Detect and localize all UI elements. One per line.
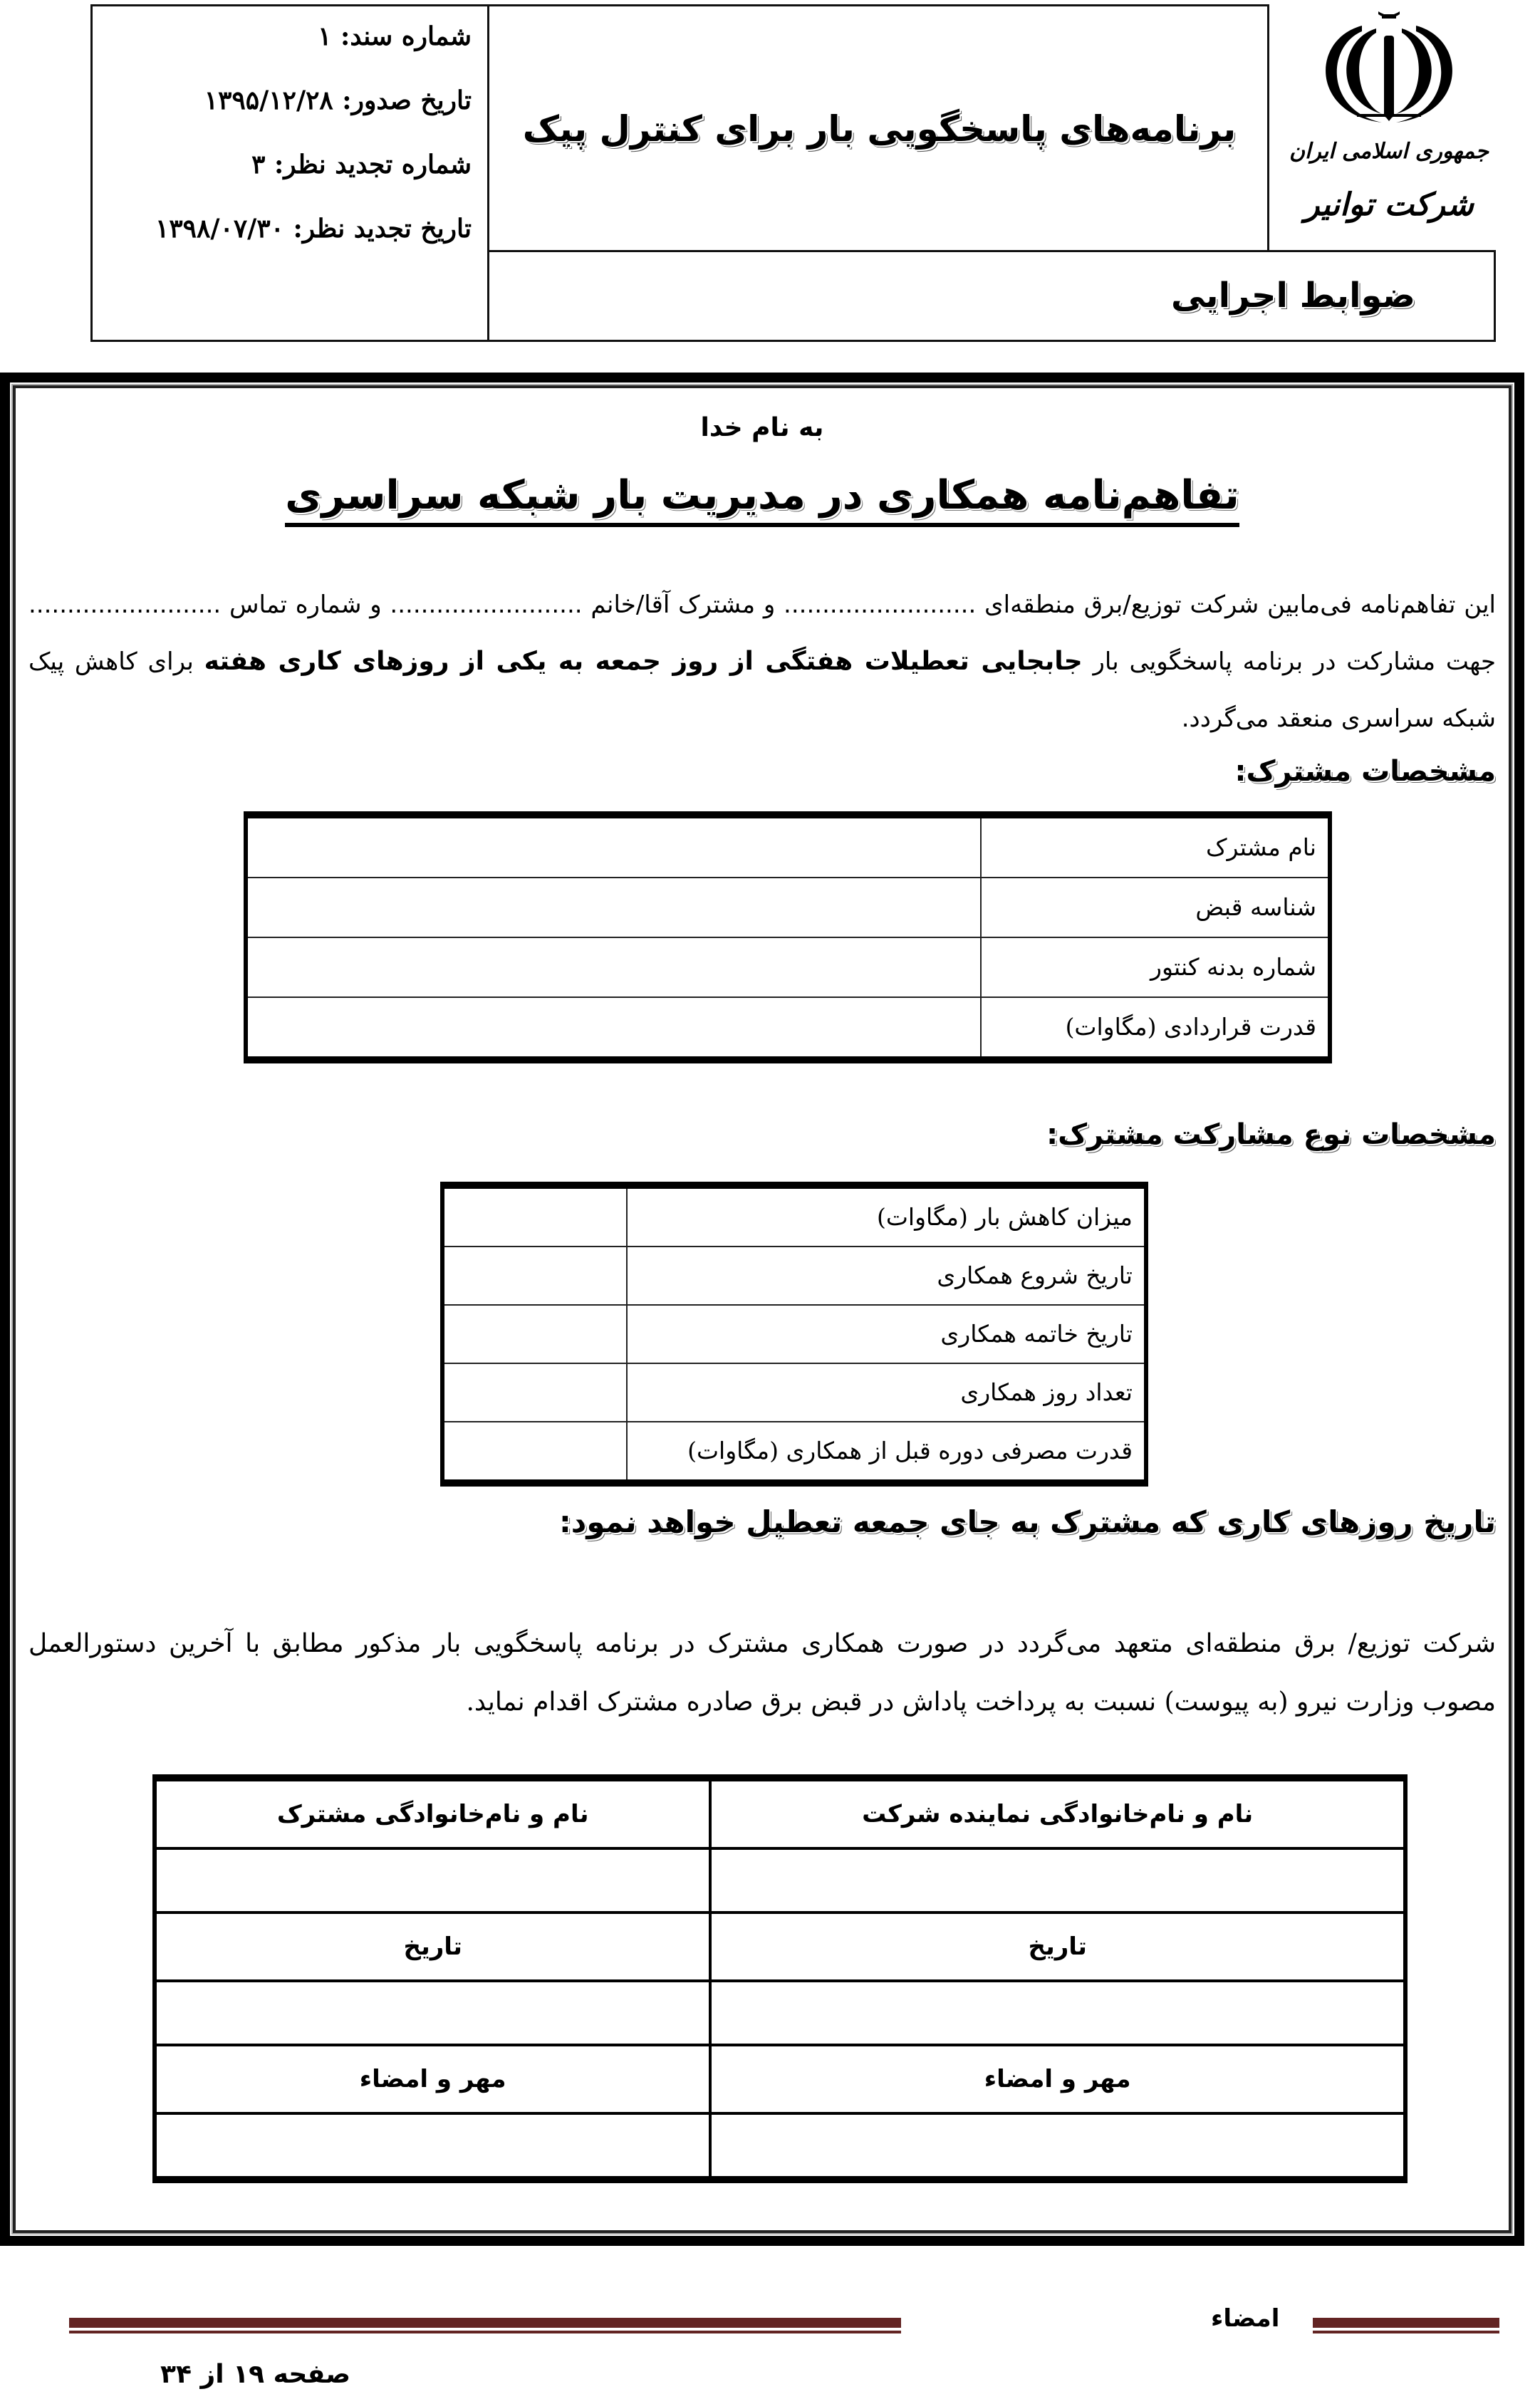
- participation-spec-label: تاریخ شروع همکاری: [627, 1247, 1146, 1305]
- intro-paragraph: [28, 576, 1496, 747]
- section-title: ضوابط اجرایی: [1170, 276, 1415, 316]
- customer-section-heading: مشخصات مشترک:: [1234, 755, 1496, 788]
- participation-spec-value-field[interactable]: [442, 1305, 627, 1363]
- customer-spec-row: [246, 997, 1330, 1060]
- customer-seal-label: مهر و امضاء: [155, 2045, 710, 2113]
- participation-specs-table: [440, 1182, 1148, 1487]
- logo-text-tavanir: شرکت توانیر: [1304, 187, 1474, 223]
- intro-text-2: برای کاهش پیک شبکه سراسری منعقد می‌گردد.: [28, 647, 1496, 733]
- participation-spec-label: قدرت مصرفی دوره قبل از همکاری (مگاوات): [627, 1422, 1146, 1483]
- header-divider: [1267, 4, 1269, 252]
- agreement-title-wrap: [28, 467, 1496, 534]
- participation-spec-row: [442, 1185, 1146, 1247]
- footer-bar-left-thin: [69, 2331, 901, 2333]
- participation-spec-label: تاریخ خاتمه همکاری: [627, 1305, 1146, 1363]
- customer-seal-field[interactable]: [155, 2113, 710, 2180]
- customer-spec-label: شناسه قبض: [981, 878, 1330, 937]
- customer-name-field[interactable]: [155, 1848, 710, 1913]
- page-number: صفحه ۱۹ از ۳۴: [160, 2360, 351, 2389]
- footer-bar-right-thin: [1313, 2331, 1499, 2333]
- company-seal-field[interactable]: [710, 2113, 1405, 2180]
- customer-spec-label: قدرت قراردادی (مگاوات): [981, 997, 1330, 1060]
- doc-number: شماره سند: ۱: [318, 21, 472, 51]
- footer-bar-left-thick: [69, 2318, 901, 2328]
- participation-spec-value-field[interactable]: [442, 1422, 627, 1483]
- agreement-content: [28, 403, 1496, 2227]
- participation-spec-row: [442, 1422, 1146, 1483]
- program-title: برنامه‌های پاسخگویی بار برای کنترل پیک: [522, 108, 1237, 150]
- signature-table: [152, 1774, 1408, 2183]
- section-title-box: [489, 250, 1496, 342]
- customer-spec-row: [246, 937, 1330, 997]
- agreement-title: تفاهم‌نامه همکاری در مدیریت بار شبکه سراسری: [285, 472, 1239, 527]
- commitment-paragraph: شرکت توزیع/ برق منطقه‌ای متعهد می‌گردد در صورت همکاری مشترک در برنامه پاسخگویی بار مذکور مطابق با آخرین دستورالعمل مصوب وزارت نیرو (به پیوست) نسبت به پرداخت پاداش در قبض برق صادره مشترک اقدام نماید.: [28, 1629, 1496, 1717]
- participation-spec-label: میزان کاهش بار (مگاوات): [627, 1185, 1146, 1247]
- customer-spec-value-field[interactable]: [246, 878, 981, 937]
- revision-number: شماره تجدید نظر: ۳: [251, 150, 472, 179]
- iran-emblem-icon: [1282, 7, 1496, 135]
- customer-spec-label: نام مشترک: [981, 815, 1330, 878]
- company-rep-name-label: نام و نام‌خانوادگی نماینده شرکت: [710, 1778, 1405, 1848]
- revision-date: تاریخ تجدید نظر: ۱۳۹۸/۰۷/۳۰: [155, 214, 472, 244]
- participation-spec-row: [442, 1305, 1146, 1363]
- customer-spec-label: شماره بدنه کنتور: [981, 937, 1330, 997]
- document-meta-box: [90, 4, 489, 342]
- footer-signature-label: امضاء: [1211, 2304, 1280, 2333]
- company-date-field[interactable]: [710, 1981, 1405, 2045]
- footer-bar-right-thick: [1313, 2318, 1499, 2328]
- participation-spec-value-field[interactable]: [442, 1247, 627, 1305]
- participation-spec-value-field[interactable]: [442, 1363, 627, 1422]
- customer-spec-row: [246, 878, 1330, 937]
- program-title-box: [489, 4, 1269, 252]
- participation-spec-row: [442, 1247, 1146, 1305]
- company-rep-name-field[interactable]: [710, 1848, 1405, 1913]
- basmala: به نام خدا: [700, 413, 824, 442]
- company-seal-label: مهر و امضاء: [710, 2045, 1405, 2113]
- customer-name-label: نام و نام‌خانوادگی مشترک: [155, 1778, 710, 1848]
- workdays-heading: تاریخ روزهای کاری که مشترک به جای جمعه تعطیل خواهد نمود:: [558, 1504, 1496, 1539]
- customer-spec-value-field[interactable]: [246, 937, 981, 997]
- customer-specs-table: [244, 811, 1332, 1063]
- customer-date-label: تاریخ: [155, 1913, 710, 1981]
- intro-text-1: این تفاهم‌نامه فی‌مابین شرکت توزیع/برق منطقه‌ای ......................... و مشترک آقا/خانم ......................... و شماره تماس ......................... جهت مشارکت در برنامه پاسخگویی بار: [28, 590, 1496, 676]
- intro-emphasis: جابجایی تعطیلات هفتگی از روز جمعه به یکی از روزهای کاری هفته: [204, 647, 1083, 676]
- tavanir-logo: [1282, 4, 1496, 246]
- logo-text-iran: جمهوری اسلامی ایران: [1289, 139, 1489, 164]
- company-date-label: تاریخ: [710, 1913, 1405, 1981]
- customer-date-field[interactable]: [155, 1981, 710, 2045]
- participation-section-heading: مشخصات نوع مشارکت مشترک:: [1046, 1118, 1496, 1151]
- customer-spec-value-field[interactable]: [246, 997, 981, 1060]
- issue-date: تاریخ صدور: ۱۳۹۵/۱۲/۲۸: [204, 85, 472, 115]
- customer-spec-value-field[interactable]: [246, 815, 981, 878]
- participation-spec-label: تعداد روز همکاری: [627, 1363, 1146, 1422]
- participation-spec-row: [442, 1363, 1146, 1422]
- customer-spec-row: [246, 815, 1330, 878]
- participation-spec-value-field[interactable]: [442, 1185, 627, 1247]
